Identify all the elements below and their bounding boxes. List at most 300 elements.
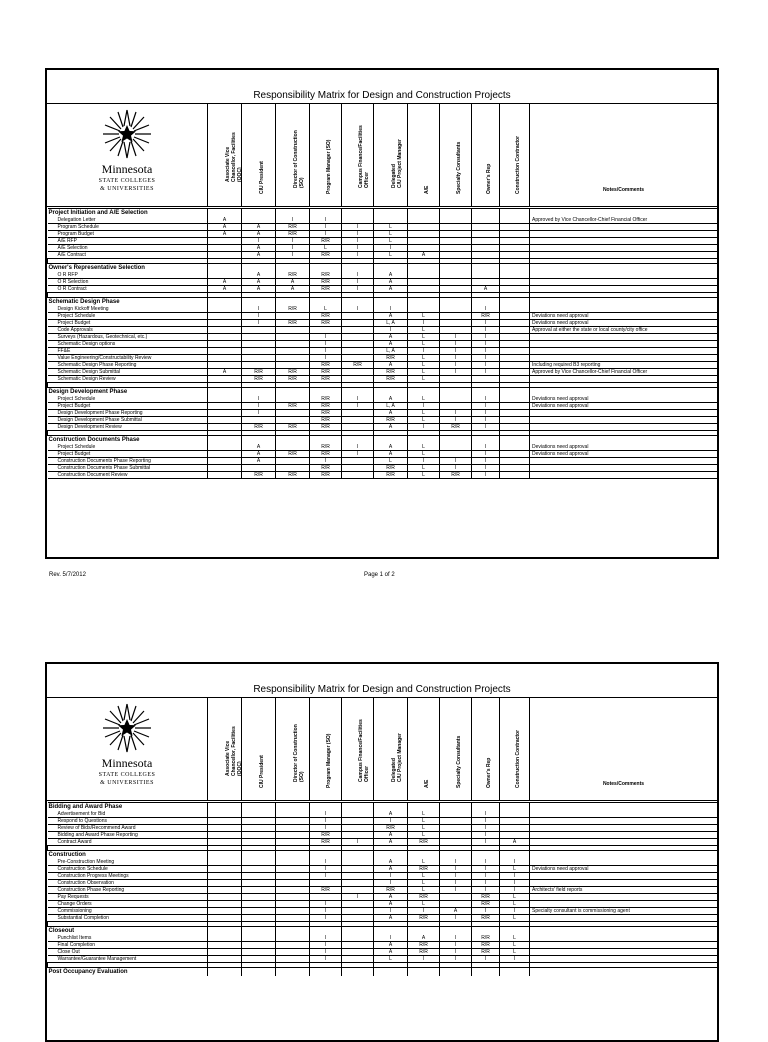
role-cell: I <box>408 458 440 465</box>
note-cell <box>530 252 718 259</box>
role-cell: R/R <box>276 369 310 376</box>
role-cell: A <box>374 396 408 403</box>
role-cell <box>440 313 472 320</box>
task-label: Review of Bids/Recommend Award <box>48 825 208 832</box>
role-cell <box>408 279 440 286</box>
role-cell <box>342 458 374 465</box>
task-label: Construction Observation <box>48 880 208 887</box>
role-cell <box>208 818 242 825</box>
role-cell: R/R <box>472 942 500 949</box>
matrix-page-2 <box>45 662 719 1042</box>
table-row <box>48 465 718 472</box>
role-cell: A <box>374 286 408 293</box>
logo-line-3: & UNIVERSITIES <box>100 780 154 786</box>
role-cell: R/R <box>310 238 342 245</box>
role-cell: I <box>276 245 310 252</box>
role-cell <box>500 245 530 252</box>
role-cell: I <box>472 811 500 818</box>
role-cell: L <box>408 444 440 451</box>
task-label: Construction Documents Phase Submittal <box>48 465 208 472</box>
logo-name: Minnesota <box>101 756 153 770</box>
role-cell: I <box>374 908 408 915</box>
role-cell <box>440 286 472 293</box>
role-cell: I <box>500 873 530 880</box>
role-cell <box>500 355 530 362</box>
role-cell <box>440 894 472 901</box>
role-cell: A <box>374 866 408 873</box>
role-cell: I <box>310 859 342 866</box>
role-cell: L <box>374 224 408 231</box>
section-title: Bidding and Award Phase <box>48 803 208 812</box>
table-row <box>48 825 718 832</box>
role-cell <box>440 279 472 286</box>
col-header-contractor: Construction Contractor <box>499 104 529 206</box>
role-cell: R/R <box>276 403 310 410</box>
role-cell: I <box>472 362 500 369</box>
role-cell: L, A <box>374 403 408 410</box>
role-cell: I <box>472 306 500 313</box>
task-label: Project Schedule <box>48 396 208 403</box>
role-cell: R/R <box>310 272 342 279</box>
role-cell: R/R <box>408 942 440 949</box>
role-cell: I <box>440 341 472 348</box>
role-cell: I <box>472 465 500 472</box>
role-cell <box>242 873 276 880</box>
logo-line-2: STATE COLLEGES <box>98 772 156 778</box>
role-cell: I <box>440 334 472 341</box>
table-row <box>48 880 718 887</box>
role-cell <box>242 942 276 949</box>
role-cell: I <box>440 348 472 355</box>
role-cell: A <box>242 245 276 252</box>
role-cell: L <box>408 369 440 376</box>
role-cell <box>242 348 276 355</box>
table-row <box>48 894 718 901</box>
section-title: Project Initiation and A/E Selection <box>48 209 208 218</box>
note-cell: Including required B3 reporting <box>530 362 718 369</box>
role-cell <box>208 832 242 839</box>
role-cell <box>472 245 500 252</box>
role-cell: R/R <box>276 376 310 383</box>
role-cell: R/R <box>374 887 408 894</box>
task-label: Advertisement for Bid <box>48 811 208 818</box>
role-cell: A <box>242 231 276 238</box>
role-cell <box>440 245 472 252</box>
role-cell: A <box>374 341 408 348</box>
role-cell: I <box>472 341 500 348</box>
role-cell: A <box>374 334 408 341</box>
role-cell: A <box>276 279 310 286</box>
role-cell: R/R <box>310 424 342 431</box>
note-cell: Deviations need approval <box>530 313 718 320</box>
role-cell: I <box>440 465 472 472</box>
note-cell <box>530 839 718 846</box>
task-label: Construction Documents Phase Reporting <box>48 458 208 465</box>
role-cell: A <box>374 901 408 908</box>
role-cell <box>208 348 242 355</box>
role-cell <box>440 839 472 846</box>
role-cell: A <box>472 286 500 293</box>
role-cell: R/R <box>276 320 310 327</box>
note-cell <box>530 472 718 479</box>
role-cell: I <box>408 956 440 963</box>
role-cell: I <box>242 306 276 313</box>
role-cell <box>408 224 440 231</box>
role-cell: I <box>342 839 374 846</box>
role-cell <box>342 472 374 479</box>
role-cell: I <box>440 887 472 894</box>
role-cell <box>342 313 374 320</box>
role-cell <box>500 286 530 293</box>
table-row <box>48 369 718 376</box>
role-cell <box>276 832 310 839</box>
role-cell: I <box>472 873 500 880</box>
col-header-owners-rep: Owner's Rep <box>471 698 499 800</box>
role-cell <box>208 320 242 327</box>
role-cell <box>500 825 530 832</box>
role-cell <box>310 894 342 901</box>
role-cell: L <box>408 832 440 839</box>
note-cell <box>530 410 718 417</box>
role-cell: L <box>374 458 408 465</box>
role-cell: L <box>408 818 440 825</box>
role-cell: A <box>374 811 408 818</box>
role-cell: I <box>310 341 342 348</box>
table-row <box>48 949 718 956</box>
role-cell: R/R <box>408 915 440 922</box>
role-cell: A <box>408 935 440 942</box>
table-row <box>48 348 718 355</box>
role-cell: I <box>310 231 342 238</box>
role-cell <box>276 818 310 825</box>
role-cell <box>440 231 472 238</box>
role-cell <box>242 908 276 915</box>
role-cell <box>208 252 242 259</box>
role-cell: L <box>408 465 440 472</box>
role-cell: A <box>374 839 408 846</box>
role-cell <box>500 279 530 286</box>
role-cell <box>276 327 310 334</box>
role-cell <box>242 818 276 825</box>
role-cell: I <box>310 355 342 362</box>
role-cell: A <box>374 410 408 417</box>
task-label: Construction Phase Reporting <box>48 887 208 894</box>
role-cell: I <box>342 306 374 313</box>
role-cell: I <box>242 403 276 410</box>
role-cell: R/R <box>374 355 408 362</box>
role-cell: I <box>342 396 374 403</box>
role-cell <box>242 887 276 894</box>
table-row <box>48 873 718 880</box>
table-row <box>48 341 718 348</box>
role-cell: I <box>440 362 472 369</box>
role-cell <box>440 327 472 334</box>
role-cell: I <box>472 839 500 846</box>
role-cell: L <box>500 942 530 949</box>
role-cell <box>342 417 374 424</box>
role-cell: R/R <box>472 313 500 320</box>
note-cell <box>530 224 718 231</box>
note-cell: Approved by Vice Chancellor-Chief Financial Officer <box>530 369 718 376</box>
role-cell <box>276 949 310 956</box>
role-cell <box>342 887 374 894</box>
role-cell <box>500 417 530 424</box>
note-cell: Deviations need approval <box>530 320 718 327</box>
role-cell <box>208 376 242 383</box>
task-label: Construction Schedule <box>48 866 208 873</box>
title-row <box>47 664 717 698</box>
role-cell <box>440 451 472 458</box>
role-cell: I <box>310 825 342 832</box>
role-cell: L <box>408 313 440 320</box>
role-cell <box>208 825 242 832</box>
table-row <box>48 355 718 362</box>
note-cell: Deviations need approval <box>530 403 718 410</box>
role-cell: L <box>408 355 440 362</box>
role-cell: I <box>342 252 374 259</box>
role-cell <box>242 949 276 956</box>
role-cell: I <box>310 908 342 915</box>
note-cell: Architects' field reports <box>530 887 718 894</box>
role-cell: I <box>472 956 500 963</box>
role-cell: I <box>472 472 500 479</box>
note-cell <box>530 465 718 472</box>
table-row <box>48 887 718 894</box>
role-cell: A <box>440 908 472 915</box>
col-header-owners-rep: Owner's Rep <box>471 104 499 206</box>
note-cell <box>530 348 718 355</box>
star-seal-icon <box>96 702 158 754</box>
role-cell: L <box>310 306 342 313</box>
role-cell: A <box>374 942 408 949</box>
role-cell: I <box>408 320 440 327</box>
col-header-specialty: Specialty Consultants <box>439 104 471 206</box>
role-cell <box>500 231 530 238</box>
role-cell: I <box>472 334 500 341</box>
table-row <box>48 279 718 286</box>
role-cell <box>208 403 242 410</box>
role-cell <box>242 362 276 369</box>
role-cell: R/R <box>310 313 342 320</box>
role-cell: R/R <box>440 472 472 479</box>
role-cell: I <box>310 334 342 341</box>
role-cell: I <box>472 451 500 458</box>
role-cell: L <box>408 859 440 866</box>
role-cell <box>276 410 310 417</box>
col-header-director: Director of Construction (SO) <box>275 698 309 800</box>
role-cell: A <box>374 915 408 922</box>
table-row <box>48 417 718 424</box>
table-row <box>48 942 718 949</box>
role-cell: I <box>408 348 440 355</box>
table-row <box>48 376 718 383</box>
role-cell: A <box>374 949 408 956</box>
role-cell <box>408 238 440 245</box>
role-cell: I <box>374 880 408 887</box>
role-cell <box>472 231 500 238</box>
role-cell <box>276 839 310 846</box>
table-row <box>48 327 718 334</box>
role-cell <box>342 880 374 887</box>
role-cell: I <box>472 880 500 887</box>
table-row <box>48 451 718 458</box>
role-cell: L <box>374 238 408 245</box>
column-header-row <box>47 698 717 801</box>
section-title: Owner's Representative Selection <box>48 264 208 273</box>
table-row <box>48 313 718 320</box>
note-cell <box>530 238 718 245</box>
col-header-president: CIU President <box>241 698 275 800</box>
role-cell <box>276 355 310 362</box>
role-cell: R/R <box>310 410 342 417</box>
role-cell <box>500 451 530 458</box>
role-cell <box>242 901 276 908</box>
section-title: Closeout <box>48 927 208 936</box>
role-cell <box>500 818 530 825</box>
table-row <box>48 334 718 341</box>
task-label: Surveys (Hazardous, Geotechnical, etc.) <box>48 334 208 341</box>
role-cell: I <box>472 320 500 327</box>
role-cell: R/R <box>310 279 342 286</box>
section-header-row <box>48 927 718 936</box>
role-cell: L <box>500 866 530 873</box>
role-cell: I <box>472 369 500 376</box>
role-cell: I <box>408 403 440 410</box>
role-cell <box>276 465 310 472</box>
role-cell <box>342 866 374 873</box>
section-title: Design Development Phase <box>48 388 208 397</box>
task-label: O R Selection <box>48 279 208 286</box>
table-row <box>48 224 718 231</box>
role-cell: R/R <box>408 866 440 873</box>
col-header-avc: Associate Vice Chancellor, Facilities (OOC) <box>207 698 241 800</box>
role-cell <box>208 458 242 465</box>
role-cell <box>242 880 276 887</box>
table-row <box>48 424 718 431</box>
role-cell: R/R <box>374 369 408 376</box>
role-cell: I <box>440 410 472 417</box>
title-row <box>47 70 717 104</box>
role-cell: R/R <box>242 369 276 376</box>
role-cell: A <box>242 279 276 286</box>
role-cell: I <box>342 286 374 293</box>
role-cell: A <box>374 313 408 320</box>
role-cell <box>440 825 472 832</box>
task-label: Schematic Design Submittal <box>48 369 208 376</box>
task-label: Project Budget <box>48 403 208 410</box>
role-cell: R/R <box>440 424 472 431</box>
role-cell <box>310 880 342 887</box>
role-cell: A <box>208 231 242 238</box>
note-cell <box>530 279 718 286</box>
role-cell <box>440 818 472 825</box>
role-cell: I <box>276 238 310 245</box>
role-cell: A <box>242 272 276 279</box>
section-header-row <box>48 436 718 445</box>
role-cell <box>276 894 310 901</box>
col-header-avc: Associate Vice Chancellor, Facilities (OOC) <box>207 104 241 206</box>
role-cell: A <box>208 217 242 224</box>
task-label: Delegation Letter <box>48 217 208 224</box>
role-cell <box>242 825 276 832</box>
table-row <box>48 915 718 922</box>
role-cell: I <box>242 313 276 320</box>
role-cell <box>500 252 530 259</box>
document-title: Responsibility Matrix for Design and Construction Projects <box>253 90 511 101</box>
role-cell: I <box>342 894 374 901</box>
role-cell: R/R <box>310 444 342 451</box>
role-cell: I <box>242 410 276 417</box>
note-cell <box>530 286 718 293</box>
task-label: Design Kickoff Meeting <box>48 306 208 313</box>
role-cell <box>472 376 500 383</box>
role-cell: R/R <box>242 424 276 431</box>
table-row <box>48 472 718 479</box>
role-cell <box>242 956 276 963</box>
role-cell: I <box>472 417 500 424</box>
role-cell <box>208 908 242 915</box>
table-row <box>48 410 718 417</box>
role-cell: L <box>500 949 530 956</box>
col-header-program-manager: Program Manager (SO) <box>309 104 341 206</box>
role-cell <box>500 832 530 839</box>
role-cell <box>208 866 242 873</box>
matrix-page-1 <box>45 68 719 559</box>
role-cell: I <box>342 238 374 245</box>
role-cell <box>472 238 500 245</box>
role-cell <box>242 839 276 846</box>
col-header-president: CIU President <box>241 104 275 206</box>
note-cell <box>530 334 718 341</box>
role-cell <box>500 341 530 348</box>
table-row <box>48 252 718 259</box>
role-cell: R/R <box>374 376 408 383</box>
role-cell: A <box>408 252 440 259</box>
role-cell <box>440 901 472 908</box>
table-row <box>48 832 718 839</box>
role-cell: R/R <box>310 369 342 376</box>
role-cell <box>208 417 242 424</box>
role-cell <box>440 376 472 383</box>
task-label: FF&E <box>48 348 208 355</box>
role-cell <box>342 465 374 472</box>
role-cell: R/R <box>472 935 500 942</box>
role-cell: A <box>374 451 408 458</box>
role-cell: I <box>440 935 472 942</box>
section-title: Schematic Design Phase <box>48 298 208 307</box>
role-cell: A <box>208 279 242 286</box>
role-cell: A <box>374 859 408 866</box>
role-cell: I <box>472 444 500 451</box>
role-cell: I <box>440 458 472 465</box>
minnesota-logo <box>53 108 201 202</box>
role-cell <box>242 465 276 472</box>
table-row <box>48 866 718 873</box>
role-cell: I <box>310 949 342 956</box>
role-cell: I <box>472 327 500 334</box>
task-label: Construction Progress Meetings <box>48 873 208 880</box>
role-cell <box>310 327 342 334</box>
role-cell: L <box>408 341 440 348</box>
role-cell <box>276 334 310 341</box>
role-cell <box>342 825 374 832</box>
task-label: Project Schedule <box>48 313 208 320</box>
logo-name: Minnesota <box>101 162 153 176</box>
role-cell <box>276 866 310 873</box>
role-cell: R/R <box>276 224 310 231</box>
role-cell: A <box>242 286 276 293</box>
role-cell: R/R <box>242 472 276 479</box>
